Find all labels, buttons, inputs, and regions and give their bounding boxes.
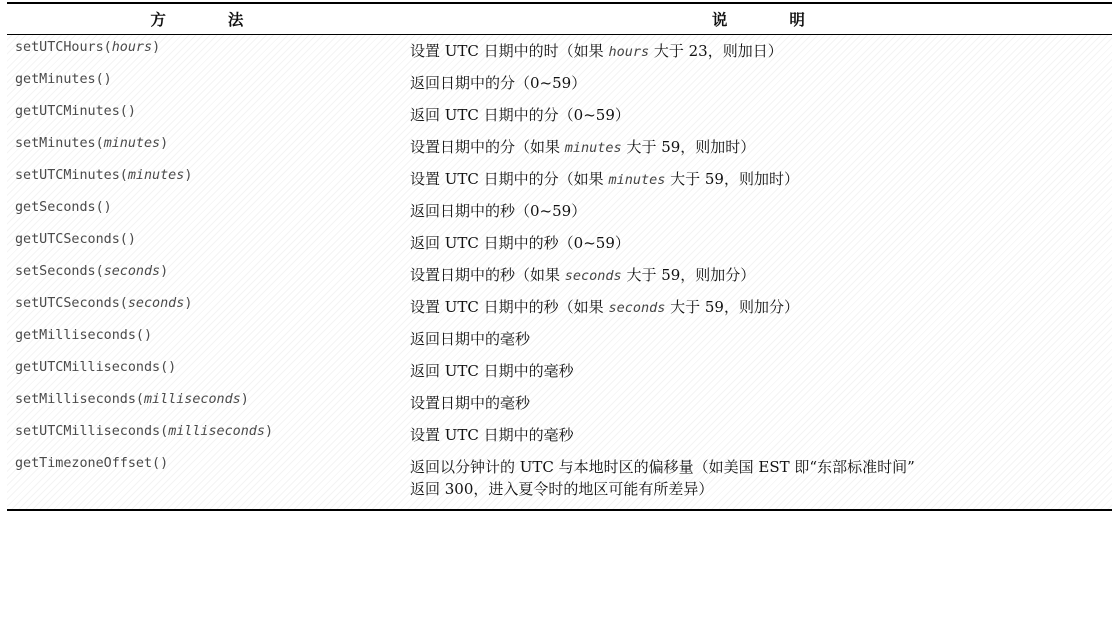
method-close-paren: ) (184, 296, 193, 311)
method-name (7, 131, 396, 151)
description-text: 返回 UTC 日期中的秒（0~59） (410, 234, 630, 252)
method-name-text: setSeconds( (15, 264, 104, 279)
method-description (396, 323, 1112, 351)
method-name (7, 291, 396, 311)
description-text: 返回 UTC 日期中的分（0~59） (410, 106, 630, 124)
table-row (7, 99, 1112, 131)
description-text: 返回日期中的秒（0~59） (410, 202, 587, 220)
method-name-text: getUTCSeconds() (15, 232, 136, 247)
method-name (7, 259, 396, 279)
description-line-1: 返回以分钟计的 UTC 与本地时区的偏移量（如美国 EST 即“东部标准时间” (410, 458, 915, 476)
description-text-tail: 大于 59，则加分） (665, 298, 799, 316)
table-row (7, 259, 1112, 291)
method-name-text: getMilliseconds() (15, 328, 153, 343)
method-close-paren: ) (240, 392, 249, 407)
description-text: 设置日期中的毫秒 (410, 394, 531, 412)
description-text: 返回日期中的分（0~59） (410, 74, 587, 92)
table-row (7, 451, 1112, 509)
description-text: 返回 UTC 日期中的毫秒 (410, 362, 574, 380)
method-description (396, 227, 1112, 255)
method-name-text: setUTCMilliseconds( (15, 424, 169, 439)
table-row (7, 131, 1112, 163)
method-close-paren: ) (160, 264, 169, 279)
method-argument: minutes (103, 136, 161, 151)
method-name-text: setUTCHours( (15, 40, 112, 55)
table-row (7, 323, 1112, 355)
method-description (396, 291, 1112, 319)
method-name (7, 35, 396, 55)
methods-table (7, 2, 1112, 511)
description-code: minutes (564, 140, 622, 156)
table-row (7, 195, 1112, 227)
method-name-text: getSeconds() (15, 200, 112, 215)
description-text: 设置 UTC 日期中的秒（如果 (410, 298, 609, 316)
method-description (396, 99, 1112, 127)
table-row (7, 291, 1112, 323)
method-name-text: getUTCMinutes() (15, 104, 136, 119)
method-description (396, 355, 1112, 383)
method-description (396, 67, 1112, 95)
method-description (396, 387, 1112, 415)
description-text: 设置日期中的分（如果 (410, 138, 565, 156)
table-row (7, 419, 1112, 451)
method-name (7, 163, 396, 183)
method-name: getTimezoneOffset() (15, 456, 169, 471)
method-name-text: setUTCMinutes( (15, 168, 128, 183)
method-description (396, 451, 1112, 500)
method-name (7, 227, 396, 247)
table-header (7, 4, 1112, 35)
description-code: minutes (608, 172, 666, 188)
description-text: 设置 UTC 日期中的毫秒 (410, 426, 574, 444)
table-row (7, 35, 1112, 67)
method-argument: hours (111, 40, 153, 55)
method-argument: minutes (127, 168, 185, 183)
method-name (7, 99, 396, 119)
method-description (396, 35, 1112, 63)
method-name (7, 387, 396, 407)
method-description (396, 419, 1112, 447)
description-text: 设置日期中的秒（如果 (410, 266, 565, 284)
method-description (396, 195, 1112, 223)
method-close-paren: ) (264, 424, 273, 439)
method-name-text: setMilliseconds( (15, 392, 144, 407)
method-close-paren: ) (152, 40, 161, 55)
method-name-text: getUTCMilliseconds() (15, 360, 177, 375)
method-name (7, 323, 396, 343)
method-name (7, 355, 396, 375)
header-method: 方 法 (150, 11, 267, 29)
method-description (396, 259, 1112, 287)
table-row (7, 67, 1112, 99)
method-description (396, 163, 1112, 191)
method-name-text: setUTCSeconds( (15, 296, 128, 311)
method-argument: seconds (103, 264, 161, 279)
method-name-text: getMinutes() (15, 72, 112, 87)
description-text: 设置 UTC 日期中的时（如果 (410, 42, 609, 60)
method-argument: seconds (127, 296, 185, 311)
method-name (7, 67, 396, 87)
description-code: seconds (608, 300, 666, 316)
method-close-paren: ) (160, 136, 169, 151)
description-line-2: 返回 300，进入夏令时的地区可能有所差异） (410, 480, 714, 498)
table-row (7, 355, 1112, 387)
table-row (7, 163, 1112, 195)
table-body (7, 35, 1112, 451)
method-name (7, 419, 396, 439)
description-text: 设置 UTC 日期中的分（如果 (410, 170, 609, 188)
method-argument: milliseconds (144, 392, 241, 407)
method-close-paren: ) (184, 168, 193, 183)
method-name-text: setMinutes( (15, 136, 104, 151)
description-code: seconds (564, 268, 622, 284)
description-text: 返回日期中的毫秒 (410, 330, 531, 348)
header-description: 说 明 (711, 11, 829, 29)
method-name (7, 195, 396, 215)
method-description (396, 131, 1112, 159)
description-text-tail: 大于 59，则加分） (621, 266, 756, 284)
table-row (7, 387, 1112, 419)
description-text-tail: 大于 59，则加时） (621, 138, 756, 156)
description-text-tail: 大于 59，则加时） (665, 170, 799, 188)
method-argument: milliseconds (168, 424, 265, 439)
description-code: hours (608, 44, 650, 60)
table-row (7, 227, 1112, 259)
description-text-tail: 大于 23，则加日） (649, 42, 783, 60)
